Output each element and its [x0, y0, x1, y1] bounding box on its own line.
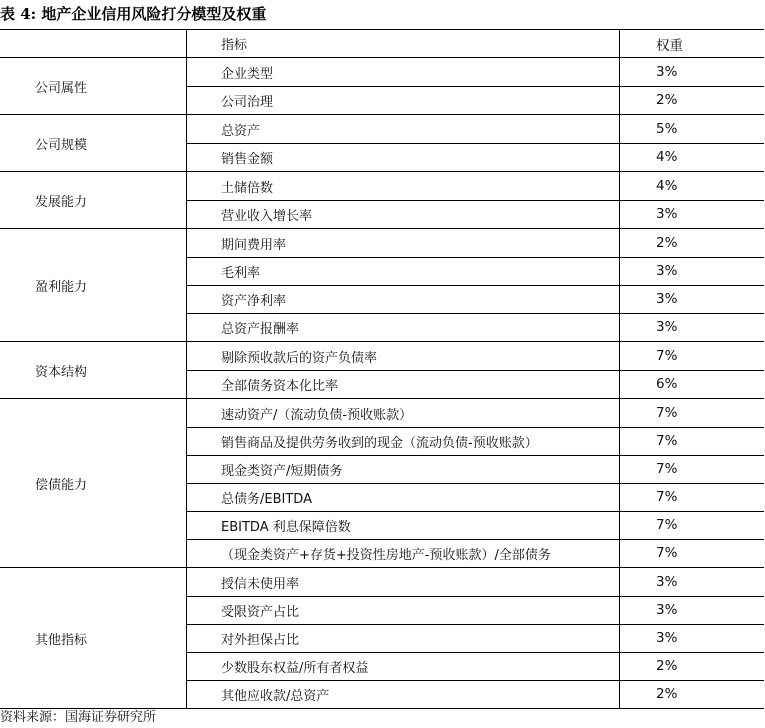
table-group [0, 228, 764, 341]
weight-cell: 3% [656, 206, 678, 222]
table-row [0, 511, 764, 539]
table-row [0, 370, 764, 398]
weight-cell: 5% [656, 121, 678, 137]
metric-cell: 企业类型 [186, 58, 620, 86]
metric-cell: 剔除预收款后的资产负债率 [186, 342, 620, 370]
weight-cell: 2% [656, 686, 678, 702]
metric-cell: 全部债务资本化比率 [186, 370, 620, 398]
metric-cell: 销售金额 [186, 143, 620, 171]
metric-cell: 总债务/EBITDA [186, 483, 620, 511]
table-group [0, 57, 764, 114]
category-cell: 公司规模 [35, 137, 88, 153]
table-header-row [0, 30, 764, 57]
table-row [0, 313, 764, 341]
table-group [0, 398, 764, 567]
weight-cell: 3% [656, 602, 678, 618]
table-row [0, 257, 764, 285]
table-group [0, 567, 764, 708]
weight-cell: 4% [656, 178, 678, 194]
metric-cell: 资产净利率 [186, 285, 620, 313]
table-row [0, 624, 764, 652]
metric-cell: EBITDA 利息保障倍数 [186, 511, 620, 539]
metric-cell: 总资产报酬率 [186, 313, 620, 341]
metric-cell: 销售商品及提供劳务收到的现金（流动负债-预收账款） [186, 427, 620, 455]
table-row [0, 58, 764, 86]
weight-cell: 7% [656, 348, 678, 364]
header-weight: 权重 [656, 37, 683, 54]
metric-cell: 授信未使用率 [186, 568, 620, 596]
weight-cell: 7% [656, 517, 678, 533]
category-cell: 盈利能力 [35, 279, 88, 295]
weight-cell: 7% [656, 405, 678, 421]
weight-cell: 6% [656, 376, 678, 392]
table-row [0, 399, 764, 427]
weight-cell: 7% [656, 545, 678, 561]
table-row [0, 200, 764, 228]
metric-cell: 营业收入增长率 [186, 200, 620, 228]
table-row [0, 143, 764, 171]
table-row [0, 172, 764, 200]
table-row [0, 229, 764, 257]
table-row [0, 652, 764, 680]
table-row [0, 483, 764, 511]
metric-cell: （现金类资产+存货+投资性房地产-预收账款）/全部债务 [186, 539, 620, 567]
table-row [0, 539, 764, 567]
category-cell: 公司属性 [35, 80, 88, 96]
table-row [0, 568, 764, 596]
metric-cell: 对外担保占比 [186, 624, 620, 652]
table-row [0, 86, 764, 114]
weight-cell: 2% [656, 235, 678, 251]
metric-cell: 速动资产/（流动负债-预收账款） [186, 399, 620, 427]
table-row [0, 342, 764, 370]
category-cell: 偿债能力 [35, 477, 88, 493]
table-row [0, 115, 764, 143]
category-cell: 其他指标 [35, 632, 88, 648]
metric-cell: 毛利率 [186, 257, 620, 285]
weight-cell: 3% [656, 630, 678, 646]
category-cell: 发展能力 [35, 194, 88, 210]
weight-cell: 3% [656, 64, 678, 80]
table-body [0, 57, 764, 708]
weight-cell: 2% [656, 92, 678, 108]
weight-cell: 4% [656, 149, 678, 165]
weight-cell: 3% [656, 263, 678, 279]
category-cell: 资本结构 [35, 364, 88, 380]
table-title: 表 4: 地产企业信用风险打分模型及权重 [0, 5, 267, 23]
weight-cell: 3% [656, 291, 678, 307]
metric-cell: 总资产 [186, 115, 620, 143]
metric-cell: 土储倍数 [186, 172, 620, 200]
risk-score-table [0, 29, 764, 709]
table-row [0, 427, 764, 455]
metric-cell: 现金类资产/短期债务 [186, 455, 620, 483]
table-row [0, 596, 764, 624]
table-row [0, 680, 764, 708]
weight-cell: 7% [656, 433, 678, 449]
metric-cell: 公司治理 [186, 86, 620, 114]
table-group [0, 171, 764, 228]
source-note: 资料来源：国海证券研究所 [0, 710, 157, 725]
weight-cell: 3% [656, 574, 678, 590]
table-group [0, 114, 764, 171]
weight-cell: 3% [656, 319, 678, 335]
table-group [0, 341, 764, 398]
table-row [0, 285, 764, 313]
weight-cell: 7% [656, 489, 678, 505]
metric-cell: 受限资产占比 [186, 596, 620, 624]
weight-cell: 2% [656, 658, 678, 674]
metric-cell: 期间费用率 [186, 229, 620, 257]
weight-cell: 7% [656, 461, 678, 477]
table-row [0, 455, 764, 483]
metric-cell: 其他应收款/总资产 [186, 680, 620, 708]
header-metric: 指标 [186, 30, 620, 57]
metric-cell: 少数股东权益/所有者权益 [186, 652, 620, 680]
